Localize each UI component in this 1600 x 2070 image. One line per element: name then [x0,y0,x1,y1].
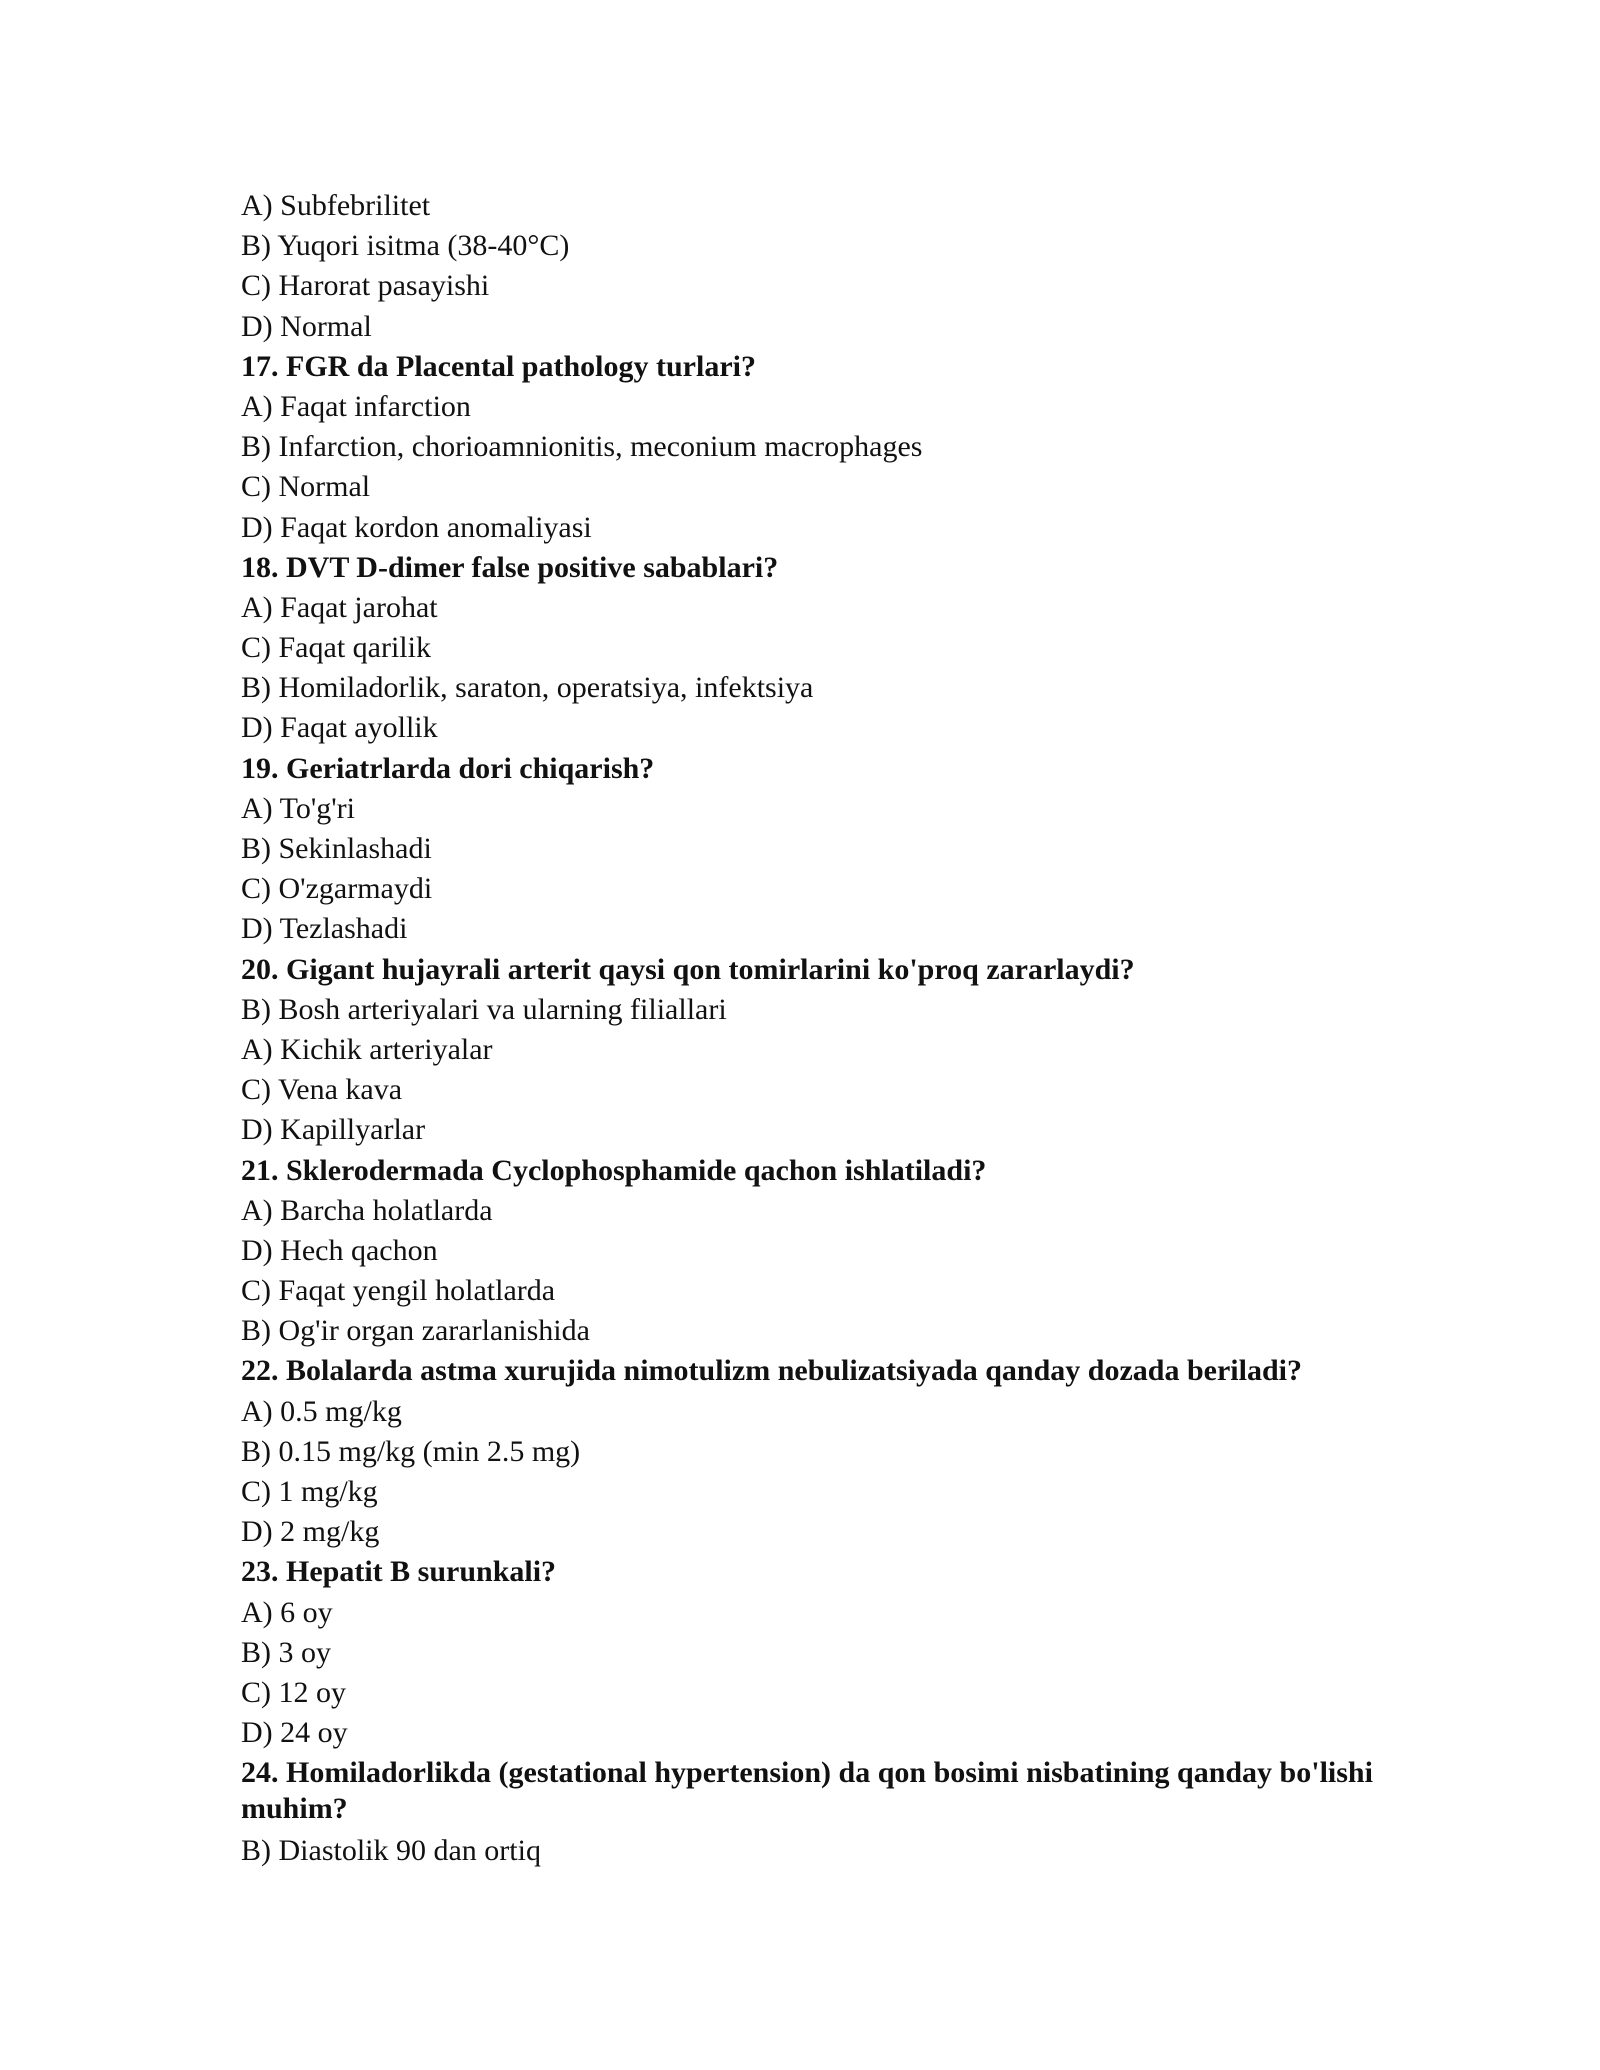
answer-option: C) Harorat pasayishi [241,269,490,303]
answer-option: C) Normal [241,470,371,504]
answer-option: C) 1 mg/kg [241,1475,378,1508]
answer-option: A) Barcha holatlarda [241,1193,493,1227]
question-heading: 23. Hepatit B surunkali? [241,1555,557,1589]
answer-option: A) 6 oy [241,1595,333,1629]
answer-option: D) Normal [241,309,372,343]
answer-option: C) Faqat qarilik [241,631,431,665]
answer-option: A) Faqat jarohat [241,590,438,624]
answer-option: B) 0.15 mg/kg (min 2.5 mg) [241,1434,581,1468]
answer-option: D) 2 mg/kg [241,1515,380,1549]
answer-option: C) Vena kava [241,1073,403,1107]
answer-option: B) Sekinlashadi [241,832,432,865]
answer-option: B) Og'ir organ zararlanishida [241,1314,590,1348]
answer-option: B) 3 oy [241,1635,331,1669]
question-heading: 20. Gigant hujayrali arterit qaysi qon tomirlarini ko'proq zararlaydi? [241,952,1135,986]
answer-option: C) O'zgarmaydi [241,872,433,906]
question-heading: 18. DVT D-dimer false positive sabablari? [241,550,779,584]
answer-option: A) Subfebrilitet [241,189,431,222]
answer-option: A) Faqat infarction [241,389,471,423]
answer-option: B) Diastolik 90 dan ortiq [241,1834,541,1868]
answer-option: A) 0.5 mg/kg [241,1394,402,1428]
answer-option: C) Faqat yengil holatlarda [241,1274,556,1308]
document-page [241,186,1381,1872]
answer-option: B) Yuqori isitma (38-40°C) [241,229,570,263]
answer-option: B) Infarction, chorioamnionitis, meconium macrophages [241,430,923,464]
answer-option: D) Hech qachon [241,1233,438,1267]
answer-option: D) Tezlashadi [241,912,408,946]
question-heading: 19. Geriatrlarda dori chiqarish? [241,751,655,785]
answer-option: C) 12 oy [241,1675,346,1709]
question-heading: 17. FGR da Placental pathology turlari? [241,349,756,383]
answer-option: D) Faqat ayollik [241,711,438,745]
question-heading: 24. Homiladorlikda (gestational hypertension) da qon bosimi nisbatining qanday bo'lishi muhim? [241,1756,1373,1826]
question-heading: 21. Sklerodermada Cyclophosphamide qachon ishlatiladi? [241,1153,987,1187]
answer-option: B) Bosh arteriyalari va ularning filiallari [241,992,727,1026]
answer-option: A) To'g'ri [241,791,355,825]
answer-option: D) Faqat kordon anomaliyasi [241,510,592,544]
answer-option: D) 24 oy [241,1716,348,1750]
answer-option: B) Homiladorlik, saraton, operatsiya, infektsiya [241,671,814,705]
answer-option: A) Kichik arteriyalar [241,1032,493,1066]
answer-option: D) Kapillyarlar [241,1113,426,1147]
question-heading: 22. Bolalarda astma xurujida nimotulizm nebulizatsiyada qanday dozada beriladi? [241,1354,1302,1388]
